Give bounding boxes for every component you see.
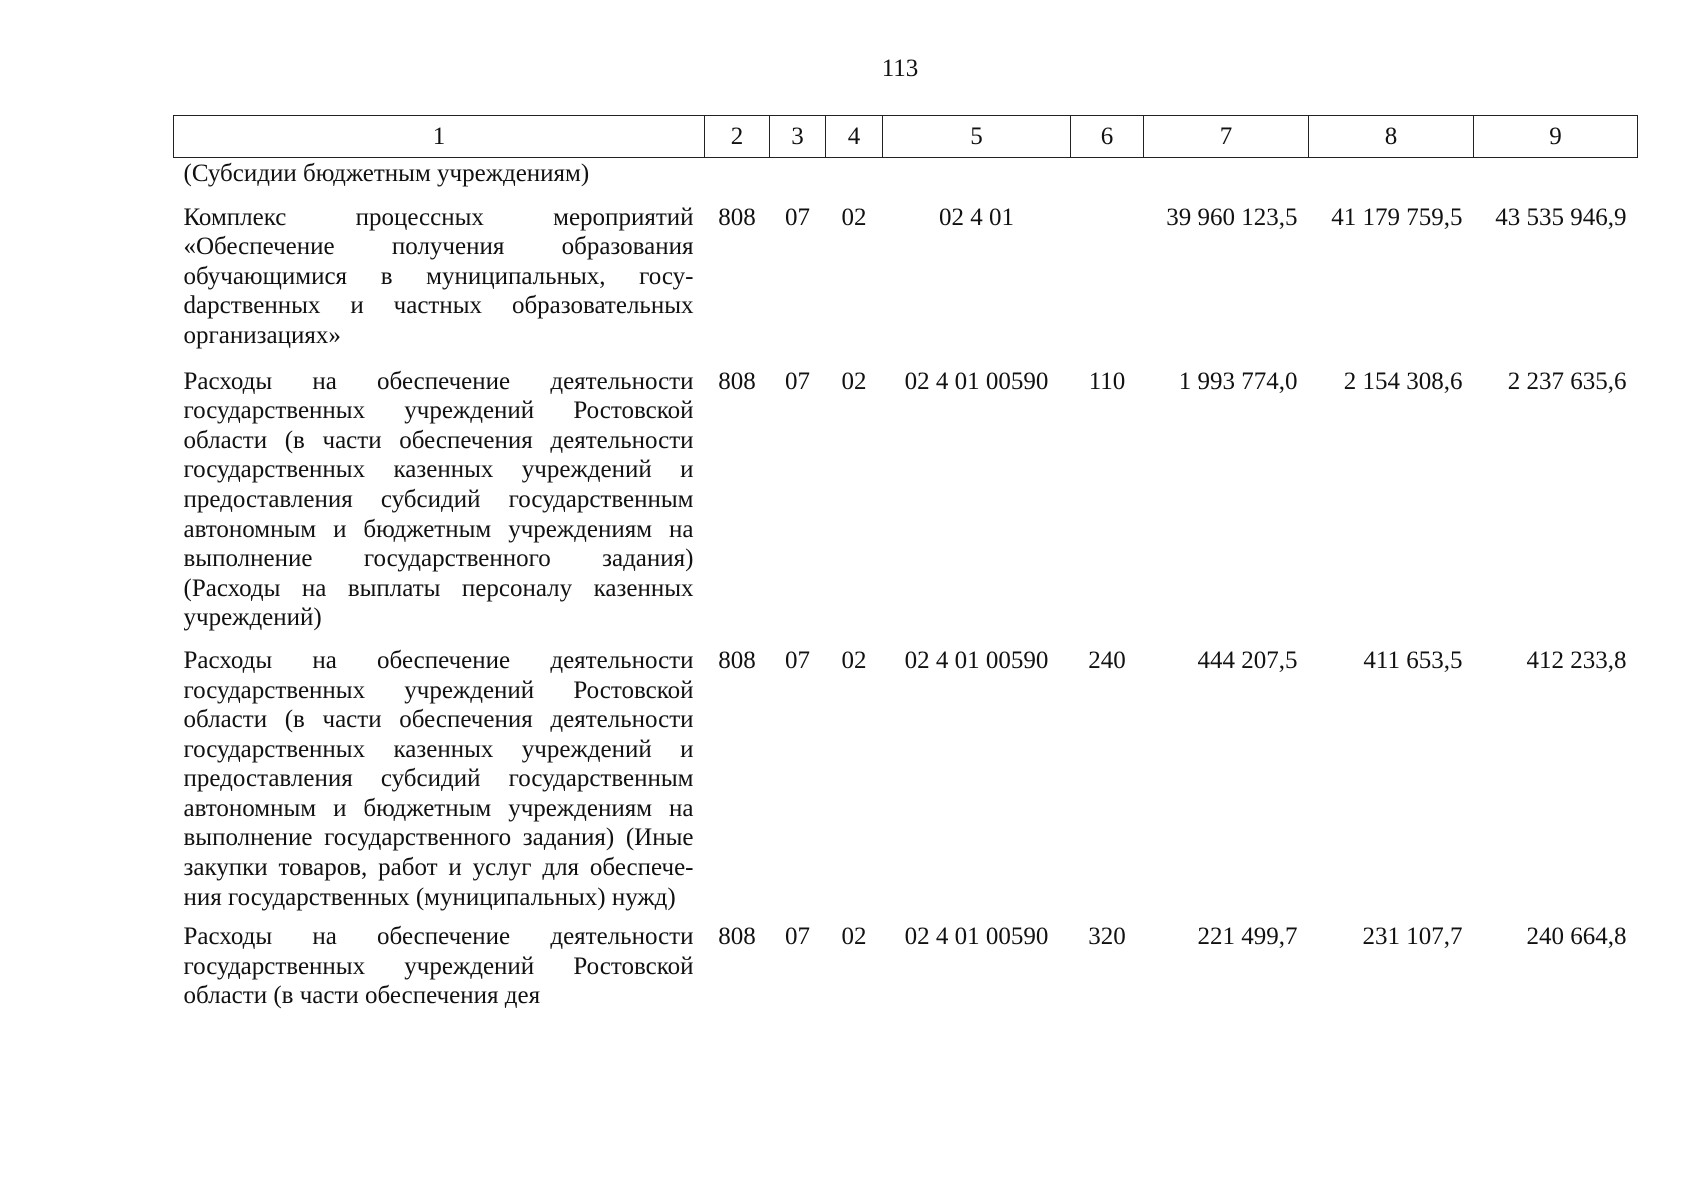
- row-col-2: 808: [718, 646, 756, 674]
- row-col-8: 411 653,5: [1363, 646, 1463, 674]
- row-col-4: 02: [841, 367, 867, 395]
- row-col-7: 39 960 123,5: [1166, 203, 1298, 231]
- header-col-4: 4: [826, 116, 883, 158]
- row-col-8: [1309, 158, 1474, 189]
- row-name: (Субсидии бюджетным учреждениям): [183, 160, 590, 187]
- row-col-5: 02 4 01 00590: [904, 367, 1049, 395]
- row-col-2: [705, 158, 770, 189]
- budget-table: [173, 115, 1638, 1011]
- row-col-3: 07: [785, 203, 810, 231]
- row-col-5: [883, 158, 1071, 189]
- row-col-6: [1071, 158, 1144, 189]
- row-col-2: 808: [718, 203, 756, 231]
- page-number: 113: [881, 55, 919, 82]
- header-col-9: 9: [1474, 116, 1638, 158]
- table-row: [174, 158, 1638, 189]
- row-col-4: 02: [841, 923, 867, 951]
- row-name: Расходы на обеспечение деятельности государственных учреждений Ростовской области (в части обеспечения деятельности государственных казенных учреждений и предоставления субсидий государственным автономным и бюджетным учреждениям на выполнение государственного задания) (Расходы на выплаты персоналу казенных учреждений): [183, 367, 694, 632]
- row-col-3: 07: [785, 646, 810, 674]
- row-col-7: 1 993 774,0: [1178, 367, 1298, 395]
- row-col-6: 110: [1088, 367, 1126, 395]
- row-col-5: 02 4 01 00590: [904, 646, 1049, 674]
- row-col-9: 412 233,8: [1526, 646, 1627, 674]
- row-col-6: [1071, 189, 1144, 351]
- row-col-7: 444 207,5: [1197, 646, 1298, 674]
- row-col-2: 808: [718, 367, 756, 395]
- header-col-5: 5: [883, 116, 1071, 158]
- header-col-6: 6: [1071, 116, 1144, 158]
- row-col-9: 43 535 946,9: [1495, 203, 1627, 231]
- table-row: [174, 633, 1638, 912]
- row-col-4: 02: [841, 203, 867, 231]
- table-body: [174, 158, 1638, 1012]
- header-col-1: 1: [174, 116, 705, 158]
- row-col-8: 231 107,7: [1362, 923, 1463, 951]
- header-col-7: 7: [1144, 116, 1309, 158]
- row-name: Расходы на обеспечение деятельности государственных учреждений Ростовской области (в части обеспечения дея: [183, 923, 694, 1010]
- table-row: [174, 912, 1638, 1011]
- header-col-2: 2: [705, 116, 770, 158]
- header-row: [174, 116, 1638, 158]
- table-row: [174, 351, 1638, 633]
- row-col-6: 240: [1088, 646, 1126, 674]
- row-col-8: 41 179 759,5: [1331, 203, 1463, 231]
- row-col-4: [826, 158, 883, 189]
- row-col-7: [1144, 158, 1309, 189]
- row-col-9: 240 664,8: [1526, 923, 1627, 951]
- row-col-6: 320: [1088, 923, 1126, 951]
- row-col-7: 221 499,7: [1197, 923, 1298, 951]
- row-name: Комплекс процессных мероприятий «Обеспечение получения образования обучающимися в муниципальных, госуdарственных и частных образовательных организациях»: [183, 203, 694, 349]
- row-col-3: 07: [785, 367, 810, 395]
- row-col-2: 808: [718, 923, 756, 951]
- header-col-8: 8: [1309, 116, 1474, 158]
- row-col-3: 07: [785, 923, 810, 951]
- row-col-3: [770, 158, 826, 189]
- row-col-8: 2 154 308,6: [1343, 367, 1463, 395]
- row-col-5: 02 4 01 00590: [904, 923, 1049, 951]
- table-header: [174, 116, 1638, 158]
- table-row: [174, 189, 1638, 351]
- row-name: Расходы на обеспечение деятельности государственных учреждений Ростовской области (в части обеспечения деятельности государственных казенных учреждений и предоставления субсидий государственным автономным и бюджетным учреждениям на выполнение государственного задания) (Иные закупки товаров, работ и услуг для обеспечения государственных (муниципальных) нужд): [183, 646, 694, 911]
- row-col-9: [1474, 158, 1638, 189]
- row-col-9: 2 237 635,6: [1507, 367, 1627, 395]
- row-col-4: 02: [841, 646, 867, 674]
- row-col-5: 02 4 01: [939, 203, 1014, 231]
- header-col-3: 3: [770, 116, 826, 158]
